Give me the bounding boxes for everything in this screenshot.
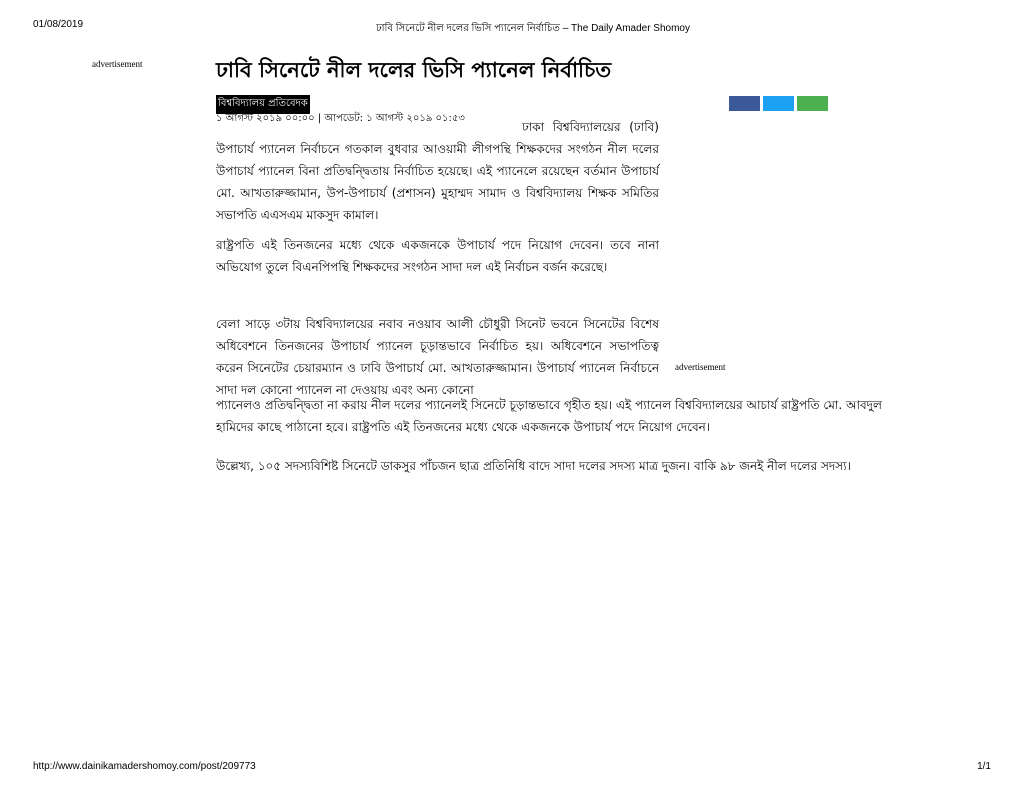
article-paragraph-3: বেলা সাড়ে ৩টায় বিশ্ববিদ্যালয়ের নবাব নওয়াব আলী চৌধুরী সিনেট ভবনে সিনেটের বিশেষ অধিবেশনে তিনজনের উপাচার্য প্যানেল চূড়ান্তভাবে নির্বাচিত হয়। অধিবেশনে সভাপতিত্ব করেন সিনেটের চেয়ারম্যান ও ঢাবি উপাচার্য মো. আখতারুজ্জামান। উপাচার্য প্যানেল নির্বাচনে সাদা দল কোনো প্যানেল না দেওয়ায় এবং অন্য কোনো — [216, 317, 659, 397]
article-paragraph-3-end: হামিদের কাছে পাঠানো হবে। রাষ্ট্রপতি এই তিনজনের মধ্যে থেকে একজনকে উপাচার্য পদে নিয়োগ দেবেন। — [216, 420, 711, 434]
print-footer-url: http://www.dainikamadershomoy.com/post/209773 — [33, 761, 256, 772]
article-paragraph-2: রাষ্ট্রপতি এই তিনজনের মধ্যে থেকে একজনকে উপাচার্য পদে নিয়োগ দেবেন। তবে নানা অভিযোগ তুলে বিএনপিপন্থি শিক্ষকদের সংগঠন সাদা দল এই নির্বাচন বর্জন করেছে। — [216, 238, 659, 274]
advertisement-label-right: advertisement — [675, 362, 726, 372]
article-dateline: ১ আগস্ট ২০১৯ ০০:০০ | আপডেট: ১ আগস্ট ২০১৯ ০১:৫৩ — [216, 113, 465, 124]
article-paragraph-3-continued: প্যানেলও প্রতিদ্বন্দ্বিতা না করায় নীল দলের প্যানেলই সিনেটে চূড়ান্তভাবে গৃহীত হয়। এই প্যানেল বিশ্ববিদ্যালয়ের আচার্য রাষ্ট্রপতি মো. আবদুল — [216, 398, 882, 412]
advertisement-label-left: advertisement — [92, 59, 143, 69]
twitter-share-button[interactable] — [763, 96, 794, 111]
facebook-share-button[interactable] — [729, 96, 760, 111]
article-paragraph-4: উল্লেখ্য, ১০৫ সদস্যবিশিষ্ট সিনেটে ডাকসুর পাঁচজন ছাত্র প্রতিনিধি বাদে সাদা দলের সদস্য মাত্র দুজন। বাকি ৯৮ জনই নীল দলের সদস্য। — [216, 459, 851, 473]
author-badge: বিশ্ববিদ্যালয় প্রতিবেদক — [216, 95, 310, 114]
print-date: 01/08/2019 — [33, 19, 84, 30]
print-page-title: ঢাবি সিনেটে নীল দলের ভিসি প্যানেল নির্বাচিত – The Daily Amader Shomoy — [376, 23, 690, 34]
share-button[interactable] — [797, 96, 828, 111]
article-headline: ঢাবি সিনেটে নীল দলের ভিসি প্যানেল নির্বাচিত — [216, 58, 612, 82]
print-page-number: 1/1 — [977, 761, 991, 772]
article-paragraph-1: ঢাকা বিশ্ববিদ্যালয়ের (ঢাবি) উপাচার্য প্যানেল নির্বাচনে গতকাল বুধবার আওয়ামী লীগপন্থি শিক্ষকদের সংগঠন নীল দলের উপাচার্য প্যানেল বিনা প্রতিদ্বন্দ্বিতায় নির্বাচিত হয়েছে। এই প্যানেলে রয়েছেন বর্তমান উপাচার্য মো. আখতারুজ্জামান, উপ-উপাচার্য (প্রশাসন) মুহাম্মদ সামাদ ও বিশ্ববিদ্যালয় শিক্ষক সমিতির সভাপতি এএসএম মাকসুদ কামাল। — [216, 120, 659, 222]
